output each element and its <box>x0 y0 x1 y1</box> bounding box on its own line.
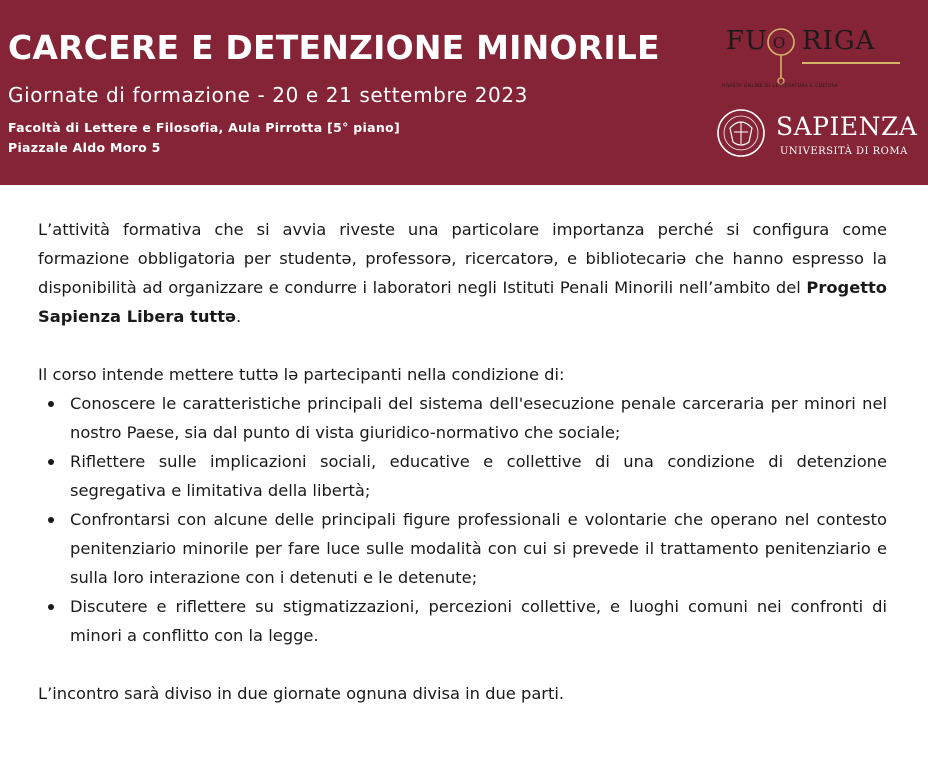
sapienza-subtitle: UNIVERSITÀ DI ROMA <box>780 146 908 157</box>
list-item: Confrontarsi con alcune delle principali figure professionali e volontarie che operano nel contesto penitenziario minorile per fare luce sulle modalità con cui si prevede il trattamento penitenziario e sulla loro interazione con i detenuti e le detenute; <box>70 505 887 592</box>
closing-paragraph: L’incontro sarà diviso in due giornate ognuna divisa in due parti. <box>38 684 565 703</box>
objectives-list <box>38 389 887 650</box>
list-item: Conoscere le caratteristiche principali del sistema dell'esecuzione penale carceraria per minori nel nostro Paese, sia dal punto di vista giuridico-normativo che sociale; <box>70 389 887 447</box>
intro-end: . <box>236 307 242 326</box>
fuori-riga-logo-text-left: FU <box>726 26 768 56</box>
project-name: Progetto Sapienza Libera tuttə <box>38 278 887 326</box>
fuori-riga-logo <box>722 22 914 98</box>
event-dates: Giornate di formazione - 20 e 21 settembre 2023 <box>8 83 529 107</box>
main-content <box>38 215 887 708</box>
fuori-riga-logo-text-right: RIGA <box>802 26 876 56</box>
fuori-riga-tagline: RIVISTA ONLINE DI LETTERATURA E CULTURA <box>722 84 839 89</box>
venue-line-1: Facoltà di Lettere e Filosofia, Aula Pirrotta [5° piano] <box>8 120 400 135</box>
intro-paragraph <box>38 215 887 331</box>
list-item: Discutere e riflettere su stigmatizzazioni, percezioni collettive, e luoghi comuni nei confronti di minori a conflitto con la legge. <box>70 592 887 650</box>
fuori-riga-o-letter: O <box>773 34 786 52</box>
sapienza-logo <box>716 106 918 164</box>
fuori-riga-underline <box>802 62 900 64</box>
header-banner <box>0 0 928 185</box>
sapienza-seal-icon <box>716 108 766 158</box>
sapienza-name: SAPIENZA <box>776 112 918 141</box>
intro-text: L’attività formativa che si avvia riveste una particolare importanza perché si configura come formazione obbligatoria per studentə, professorə, ricercatorə, e bibliotecariə che hanno espresso la disponibilità ad organizzare e condurre i laboratori negli Istituti Penali Minorili nell’ambito del <box>38 220 887 297</box>
page-title: CARCERE E DETENZIONE MINORILE <box>8 28 660 67</box>
list-item: Riflettere sulle implicazioni sociali, educative e collettive di una condizione di detenzione segregativa e limitativa della libertà; <box>70 447 887 505</box>
venue-line-2: Piazzale Aldo Moro 5 <box>8 140 161 155</box>
course-lead: Il corso intende mettere tuttə lə partecipanti nella condizione di: <box>38 365 565 384</box>
